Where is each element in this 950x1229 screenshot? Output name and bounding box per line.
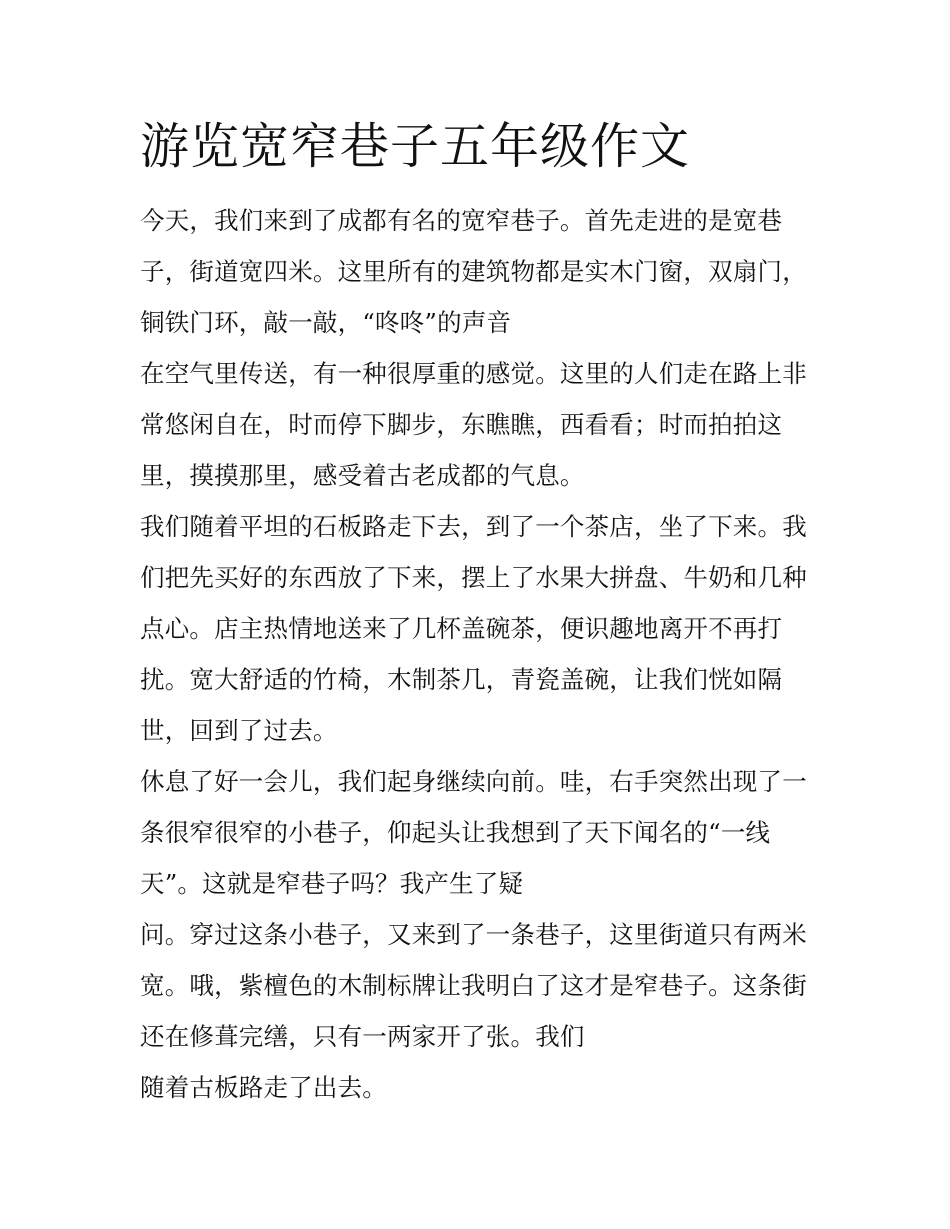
text-line: 条很窄很窄的小巷子，仰起头让我想到了天下闻名的“一线 — [140, 818, 771, 847]
text-line: 铜铁门环，敲一敲，“咚咚”的声音 — [140, 308, 512, 337]
text-line: 问。穿过这条小巷子，又来到了一条巷子，这里街道只有两米 — [140, 920, 807, 949]
text-line: 今天，我们来到了成都有名的宽窄巷子。首先走进的是宽巷 — [140, 206, 783, 235]
text-line: 点心。店主热情地送来了几杯盖碗茶，便识趣地离开不再打 — [140, 614, 783, 643]
text-line: 子，街道宽四米。这里所有的建筑物都是实木门窗，双扇门， — [140, 257, 807, 286]
text-line: 在空气里传送，有一种很厚重的感觉。这里的人们走在路上非 — [140, 359, 807, 388]
text-line: 宽。哦，紫檀色的木制标牌让我明白了这才是窄巷子。这条街 — [140, 971, 807, 1000]
text-line: 还在修葺完缮，只有一两家开了张。我们 — [140, 1022, 585, 1051]
text-line: 常悠闲自在，时而停下脚步，东瞧瞧，西看看；时而拍拍这 — [140, 410, 783, 439]
document-title: 游览宽窄巷子五年级作文 — [140, 118, 691, 175]
text-line: 世，回到了过去。 — [140, 716, 338, 745]
text-line: 天”。这就是窄巷子吗？我产生了疑 — [140, 869, 524, 898]
text-line: 我们随着平坦的石板路走下去，到了一个茶店，坐了下来。我 — [140, 512, 807, 541]
text-line: 里，摸摸那里，感受着古老成都的气息。 — [140, 461, 585, 490]
text-line: 们把先买好的东西放了下来，摆上了水果大拼盘、牛奶和几种 — [140, 563, 807, 592]
text-line: 扰。宽大舒适的竹椅，木制茶几，青瓷盖碗，让我们恍如隔 — [140, 665, 783, 694]
text-line: 休息了好一会儿，我们起身继续向前。哇，右手突然出现了一 — [140, 767, 807, 796]
text-line: 随着古板路走了出去。 — [140, 1073, 387, 1102]
